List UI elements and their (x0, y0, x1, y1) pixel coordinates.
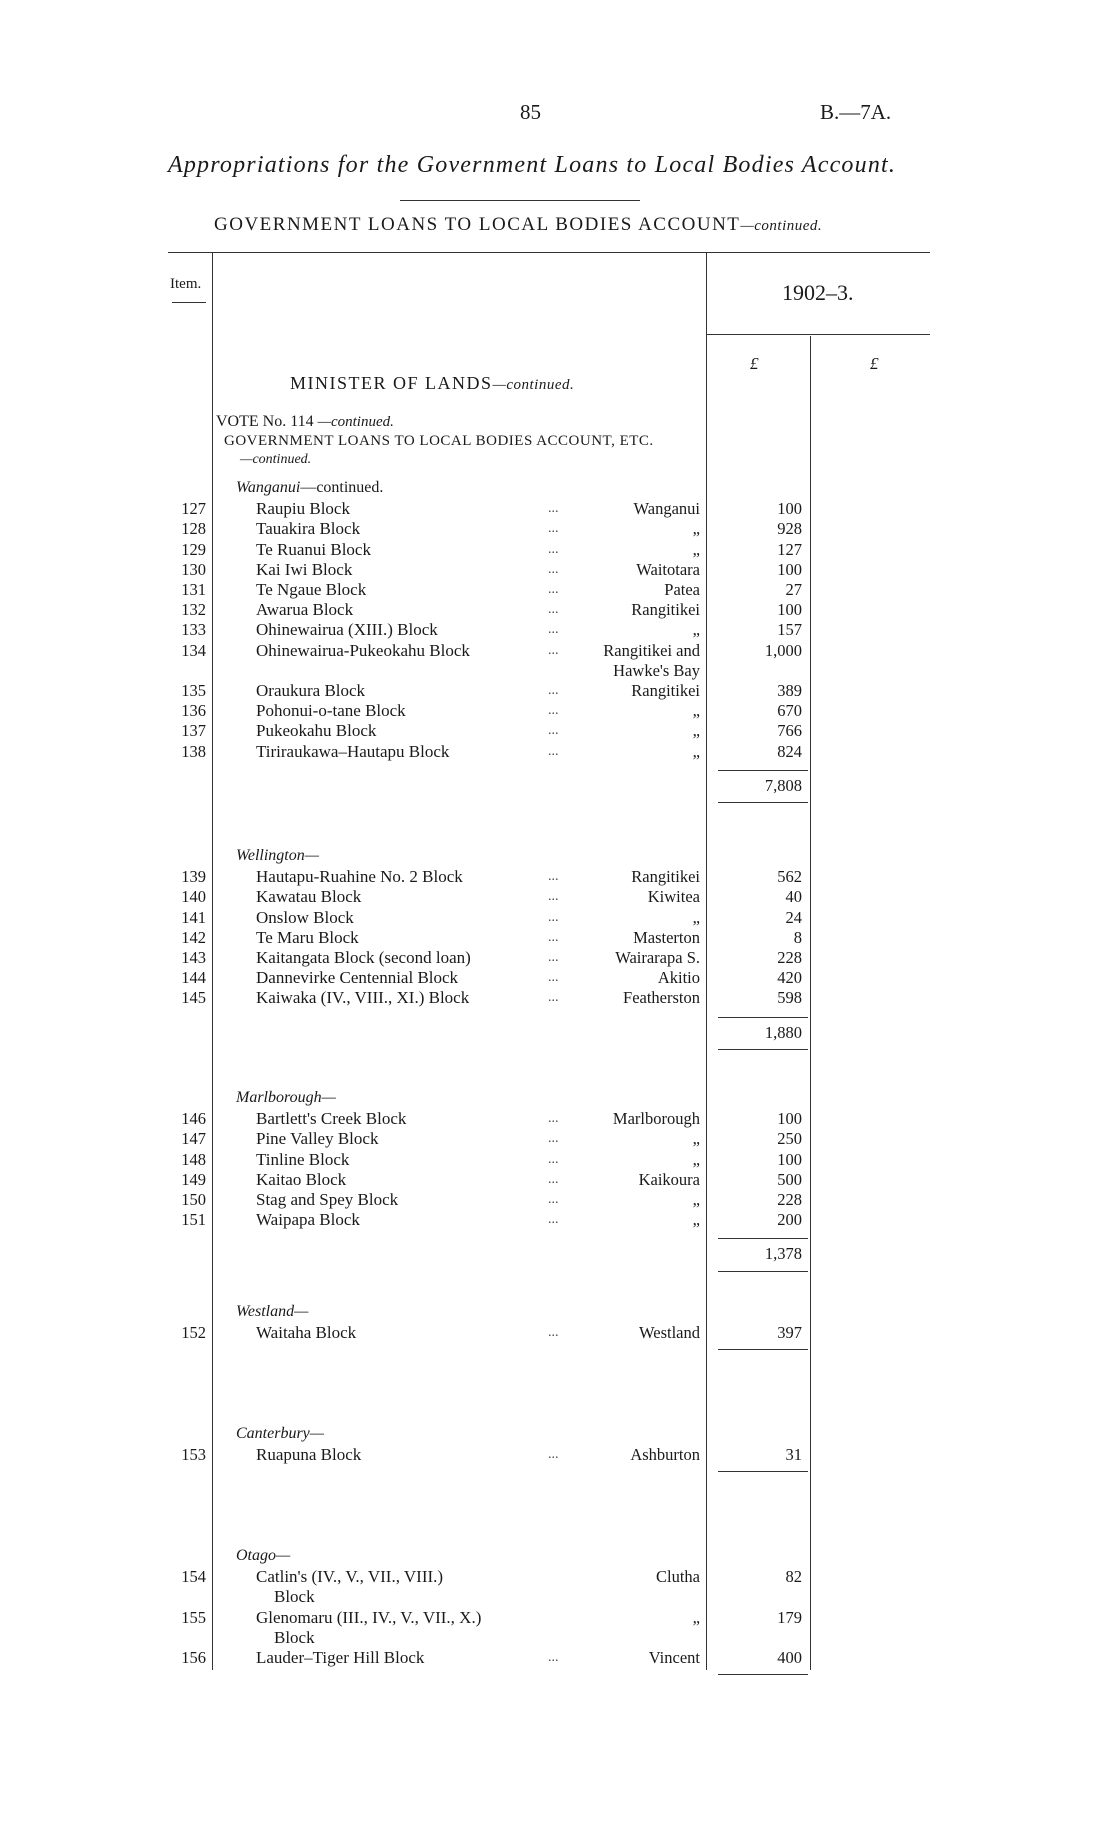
amount: 598 (777, 988, 802, 1008)
locality: „ (692, 519, 700, 539)
group-end-rule (718, 1349, 808, 1350)
block-name: Glenomaru (III., IV., V., VII., X.) (256, 1607, 482, 1627)
locality: Westland (639, 1323, 700, 1343)
amount: 82 (785, 1567, 802, 1587)
group-total: 1,378 (764, 1244, 802, 1264)
leader-dots: ... (548, 683, 559, 698)
block-name: Hautapu-Ruahine No. 2 Block (256, 867, 463, 887)
region-name: Wellington (236, 847, 305, 864)
leader-dots: ... (548, 703, 559, 719)
locality: „ (692, 1190, 700, 1209)
locality: Masterton (633, 927, 700, 947)
amount: 670 (777, 701, 802, 721)
block-name: Stag and Spey Block (256, 1190, 399, 1209)
locality: Featherston (623, 988, 700, 1008)
amount: 420 (777, 968, 802, 988)
item-number: 133 (181, 620, 206, 640)
locality: „ (692, 741, 700, 761)
leader-dots: ... (548, 723, 559, 739)
subtotal-rule (718, 1017, 808, 1018)
block-name-cont: Block (274, 1587, 315, 1607)
item-column-header: Item. (170, 276, 202, 292)
leader-dots: ... (548, 541, 559, 557)
item-number: 135 (181, 681, 206, 700)
amount: 397 (777, 1323, 802, 1343)
amount: 8 (793, 927, 802, 947)
region-heading (236, 1425, 324, 1443)
item-number: 153 (181, 1445, 206, 1465)
group-end-rule (718, 1471, 808, 1472)
amount: 157 (777, 620, 802, 640)
block-name: Kawatau Block (256, 887, 362, 907)
locality: Marlborough (612, 1109, 700, 1129)
block-name: Pine Valley Block (256, 1129, 379, 1149)
locality: „ (692, 907, 700, 927)
region-name: Westland (236, 1303, 295, 1320)
leader-dots: ... (548, 1192, 559, 1207)
block-name: Ohinewairua-Pukeokahu Block (256, 640, 470, 660)
block-name: Dannevirke Centennial Block (256, 968, 459, 988)
block-name: Tiriraukawa–Hautapu Block (256, 741, 450, 761)
leader-dots: ... (548, 889, 559, 905)
item-number: 136 (181, 701, 206, 721)
locality: „ (692, 701, 700, 721)
region-suffix: — (276, 1547, 291, 1564)
group-total: 7,808 (764, 775, 802, 795)
region-name: Canterbury (236, 1425, 310, 1442)
item-number: 150 (181, 1190, 206, 1209)
item-number: 146 (181, 1109, 206, 1129)
group-total: 1,880 (764, 1022, 802, 1042)
leader-dots: ... (548, 990, 559, 1006)
block-name: Waitaha Block (256, 1323, 357, 1343)
block-name-cont: Block (274, 1627, 315, 1647)
amount: 400 (777, 1648, 802, 1667)
item-number: 143 (181, 948, 206, 967)
locality: Rangitikei (631, 600, 700, 620)
item-number: 154 (181, 1567, 206, 1587)
region-name: Wanganui (236, 479, 301, 496)
leader-dots: ... (548, 521, 559, 537)
leader-dots: ... (548, 1212, 559, 1228)
subtotal-underline (718, 802, 808, 803)
leader-dots: ... (548, 582, 559, 597)
amount: 100 (777, 1149, 802, 1169)
block-name: Pukeokahu Block (256, 721, 377, 741)
locality: „ (692, 1129, 700, 1149)
region-suffix: — (294, 1303, 309, 1320)
leader-dots: ... (548, 501, 559, 517)
year-header-rule (706, 334, 930, 335)
leader-dots: ... (548, 929, 559, 945)
region-heading (236, 1303, 308, 1321)
pound-header-2: £ (870, 354, 879, 373)
block-name: Kaitangata Block (second loan) (256, 948, 471, 967)
account-heading: GOVERNMENT LOANS TO LOCAL BODIES ACCOUNT, ETC. (224, 433, 654, 449)
region-suffix: — (321, 1089, 336, 1106)
leader-dots: ... (548, 1325, 559, 1341)
leader-dots: ... (548, 950, 559, 965)
item-number: 129 (181, 539, 206, 559)
subtotal-rule (718, 1238, 808, 1239)
amount: 100 (777, 559, 802, 579)
locality: Kiwitea (647, 887, 700, 907)
region-name: Otago (236, 1547, 276, 1564)
leader-dots: ... (548, 1151, 559, 1167)
year-header: 1902–3. (782, 280, 854, 305)
region-heading (236, 1547, 290, 1565)
locality: Kaikoura (638, 1169, 700, 1189)
leader-dots: ... (548, 602, 559, 618)
amount: 200 (777, 1210, 802, 1230)
locality: „ (692, 539, 700, 559)
amount: 250 (777, 1129, 802, 1149)
region-suffix: — (304, 847, 319, 864)
account-heading-cont: —continued. (240, 452, 312, 467)
locality: „ (692, 1210, 700, 1230)
amount: 228 (777, 1190, 802, 1209)
amount: 389 (777, 681, 802, 700)
block-name: Pohonui-o-tane Block (256, 701, 406, 721)
block-name: Te Maru Block (256, 927, 359, 947)
vote-heading: VOTE No. 114 —continued. (216, 413, 394, 430)
region-heading (236, 847, 319, 865)
leader-dots: ... (548, 909, 559, 925)
amount: 179 (777, 1607, 802, 1627)
locality: Vincent (648, 1648, 700, 1667)
amount: 824 (777, 741, 802, 761)
leader-dots: ... (548, 743, 559, 759)
title-rule (400, 200, 640, 201)
table-top-rule (168, 252, 930, 253)
leader-dots: ... (548, 642, 559, 658)
amount: 31 (785, 1445, 802, 1465)
block-name: Waipapa Block (256, 1210, 360, 1230)
block-name: Te Ruanui Block (256, 539, 371, 559)
item-number: 130 (181, 559, 206, 579)
block-name: Tinline Block (256, 1149, 350, 1169)
amount: 100 (777, 1109, 802, 1129)
item-number: 152 (181, 1323, 206, 1343)
item-number: 147 (181, 1129, 206, 1149)
block-name: Kai Iwi Block (256, 559, 353, 579)
leader-dots: ... (548, 1131, 559, 1147)
subtotal-underline (718, 1049, 808, 1050)
block-name: Awarua Block (256, 600, 354, 620)
locality: Patea (664, 580, 700, 599)
leader-dots: ... (548, 970, 559, 986)
item-header-underline (172, 302, 206, 303)
block-name: Onslow Block (256, 907, 354, 927)
page-title: Appropriations for the Government Loans to Local Bodies Account. (168, 152, 897, 178)
region-name: Marlborough (236, 1089, 322, 1106)
leader-dots: ... (548, 869, 559, 885)
item-number: 127 (181, 499, 206, 519)
subtotal-rule (718, 770, 808, 771)
second-amount-column-rule (810, 336, 811, 1670)
block-name: Raupiu Block (256, 499, 350, 519)
block-name: Ruapuna Block (256, 1445, 362, 1465)
locality-cont: Hawke's Bay (613, 660, 700, 680)
block-name: Kaiwaka (IV., VIII., XI.) Block (256, 988, 470, 1008)
item-number: 156 (181, 1648, 206, 1667)
locality: „ (692, 1149, 700, 1169)
item-number: 141 (181, 907, 206, 927)
item-number: 155 (181, 1607, 206, 1627)
item-number: 132 (181, 600, 206, 620)
item-number: 138 (181, 741, 206, 761)
locality: Ashburton (630, 1445, 700, 1465)
item-number: 142 (181, 927, 206, 947)
amount: 100 (777, 600, 802, 620)
item-number: 148 (181, 1149, 206, 1169)
leader-dots: ... (548, 1447, 559, 1463)
block-name: Bartlett's Creek Block (256, 1109, 407, 1129)
block-name: Catlin's (IV., V., VII., VIII.) (256, 1567, 444, 1587)
locality: „ (692, 620, 700, 640)
amount-column-rule (706, 252, 707, 1670)
amount: 127 (777, 539, 802, 559)
item-number: 144 (181, 968, 206, 988)
region-suffix: —continued. (300, 479, 384, 496)
amount: 766 (777, 721, 802, 741)
amount: 1,000 (764, 640, 802, 660)
locality: Clutha (656, 1567, 700, 1587)
region-heading (236, 479, 383, 497)
locality: Wairarapa S. (615, 948, 700, 967)
item-column-rule (212, 252, 213, 1670)
locality: Waitotara (636, 559, 700, 579)
block-name: Oraukura Block (256, 681, 366, 700)
leader-dots: ... (548, 1171, 559, 1187)
item-number: 137 (181, 721, 206, 741)
item-number: 145 (181, 988, 206, 1008)
page-number: 85 (520, 100, 541, 124)
leader-dots: ... (548, 561, 559, 577)
locality: „ (692, 721, 700, 741)
amount: 24 (785, 907, 802, 927)
pound-header-1: £ (750, 354, 759, 373)
block-name: Tauakira Block (256, 519, 361, 539)
locality: Akitio (657, 968, 700, 988)
item-number: 131 (181, 580, 206, 599)
amount: 228 (777, 948, 802, 967)
block-name: Ohinewairua (XIII.) Block (256, 620, 438, 640)
item-number: 140 (181, 887, 206, 907)
block-name: Lauder–Tiger Hill Block (256, 1648, 425, 1667)
locality: Wanganui (633, 499, 700, 519)
amount: 562 (777, 867, 802, 887)
item-number: 139 (181, 867, 206, 887)
block-name: Te Ngaue Block (256, 580, 367, 599)
amount: 928 (777, 519, 802, 539)
locality: Rangitikei and (603, 640, 700, 660)
amount: 100 (777, 499, 802, 519)
region-heading (236, 1089, 336, 1107)
amount: 500 (777, 1169, 802, 1189)
item-number: 134 (181, 640, 206, 660)
block-name: Kaitao Block (256, 1169, 347, 1189)
group-end-rule (718, 1674, 808, 1675)
document-reference: B.—7A. (820, 100, 892, 124)
item-number: 151 (181, 1210, 206, 1230)
amount: 40 (785, 887, 802, 907)
section-subheading: GOVERNMENT LOANS TO LOCAL BODIES ACCOUNT—continued. (214, 214, 823, 235)
locality: „ (692, 1607, 700, 1627)
amount: 27 (785, 580, 802, 599)
item-number: 128 (181, 519, 206, 539)
item-number: 149 (181, 1169, 206, 1189)
locality: Rangitikei (631, 681, 700, 700)
leader-dots: ... (548, 1111, 559, 1127)
leader-dots: ... (548, 622, 559, 638)
subtotal-underline (718, 1271, 808, 1272)
minister-heading: MINISTER OF LANDS—continued. (290, 373, 575, 393)
locality: Rangitikei (631, 867, 700, 887)
region-suffix: — (309, 1425, 325, 1442)
leader-dots: ... (548, 1650, 559, 1665)
